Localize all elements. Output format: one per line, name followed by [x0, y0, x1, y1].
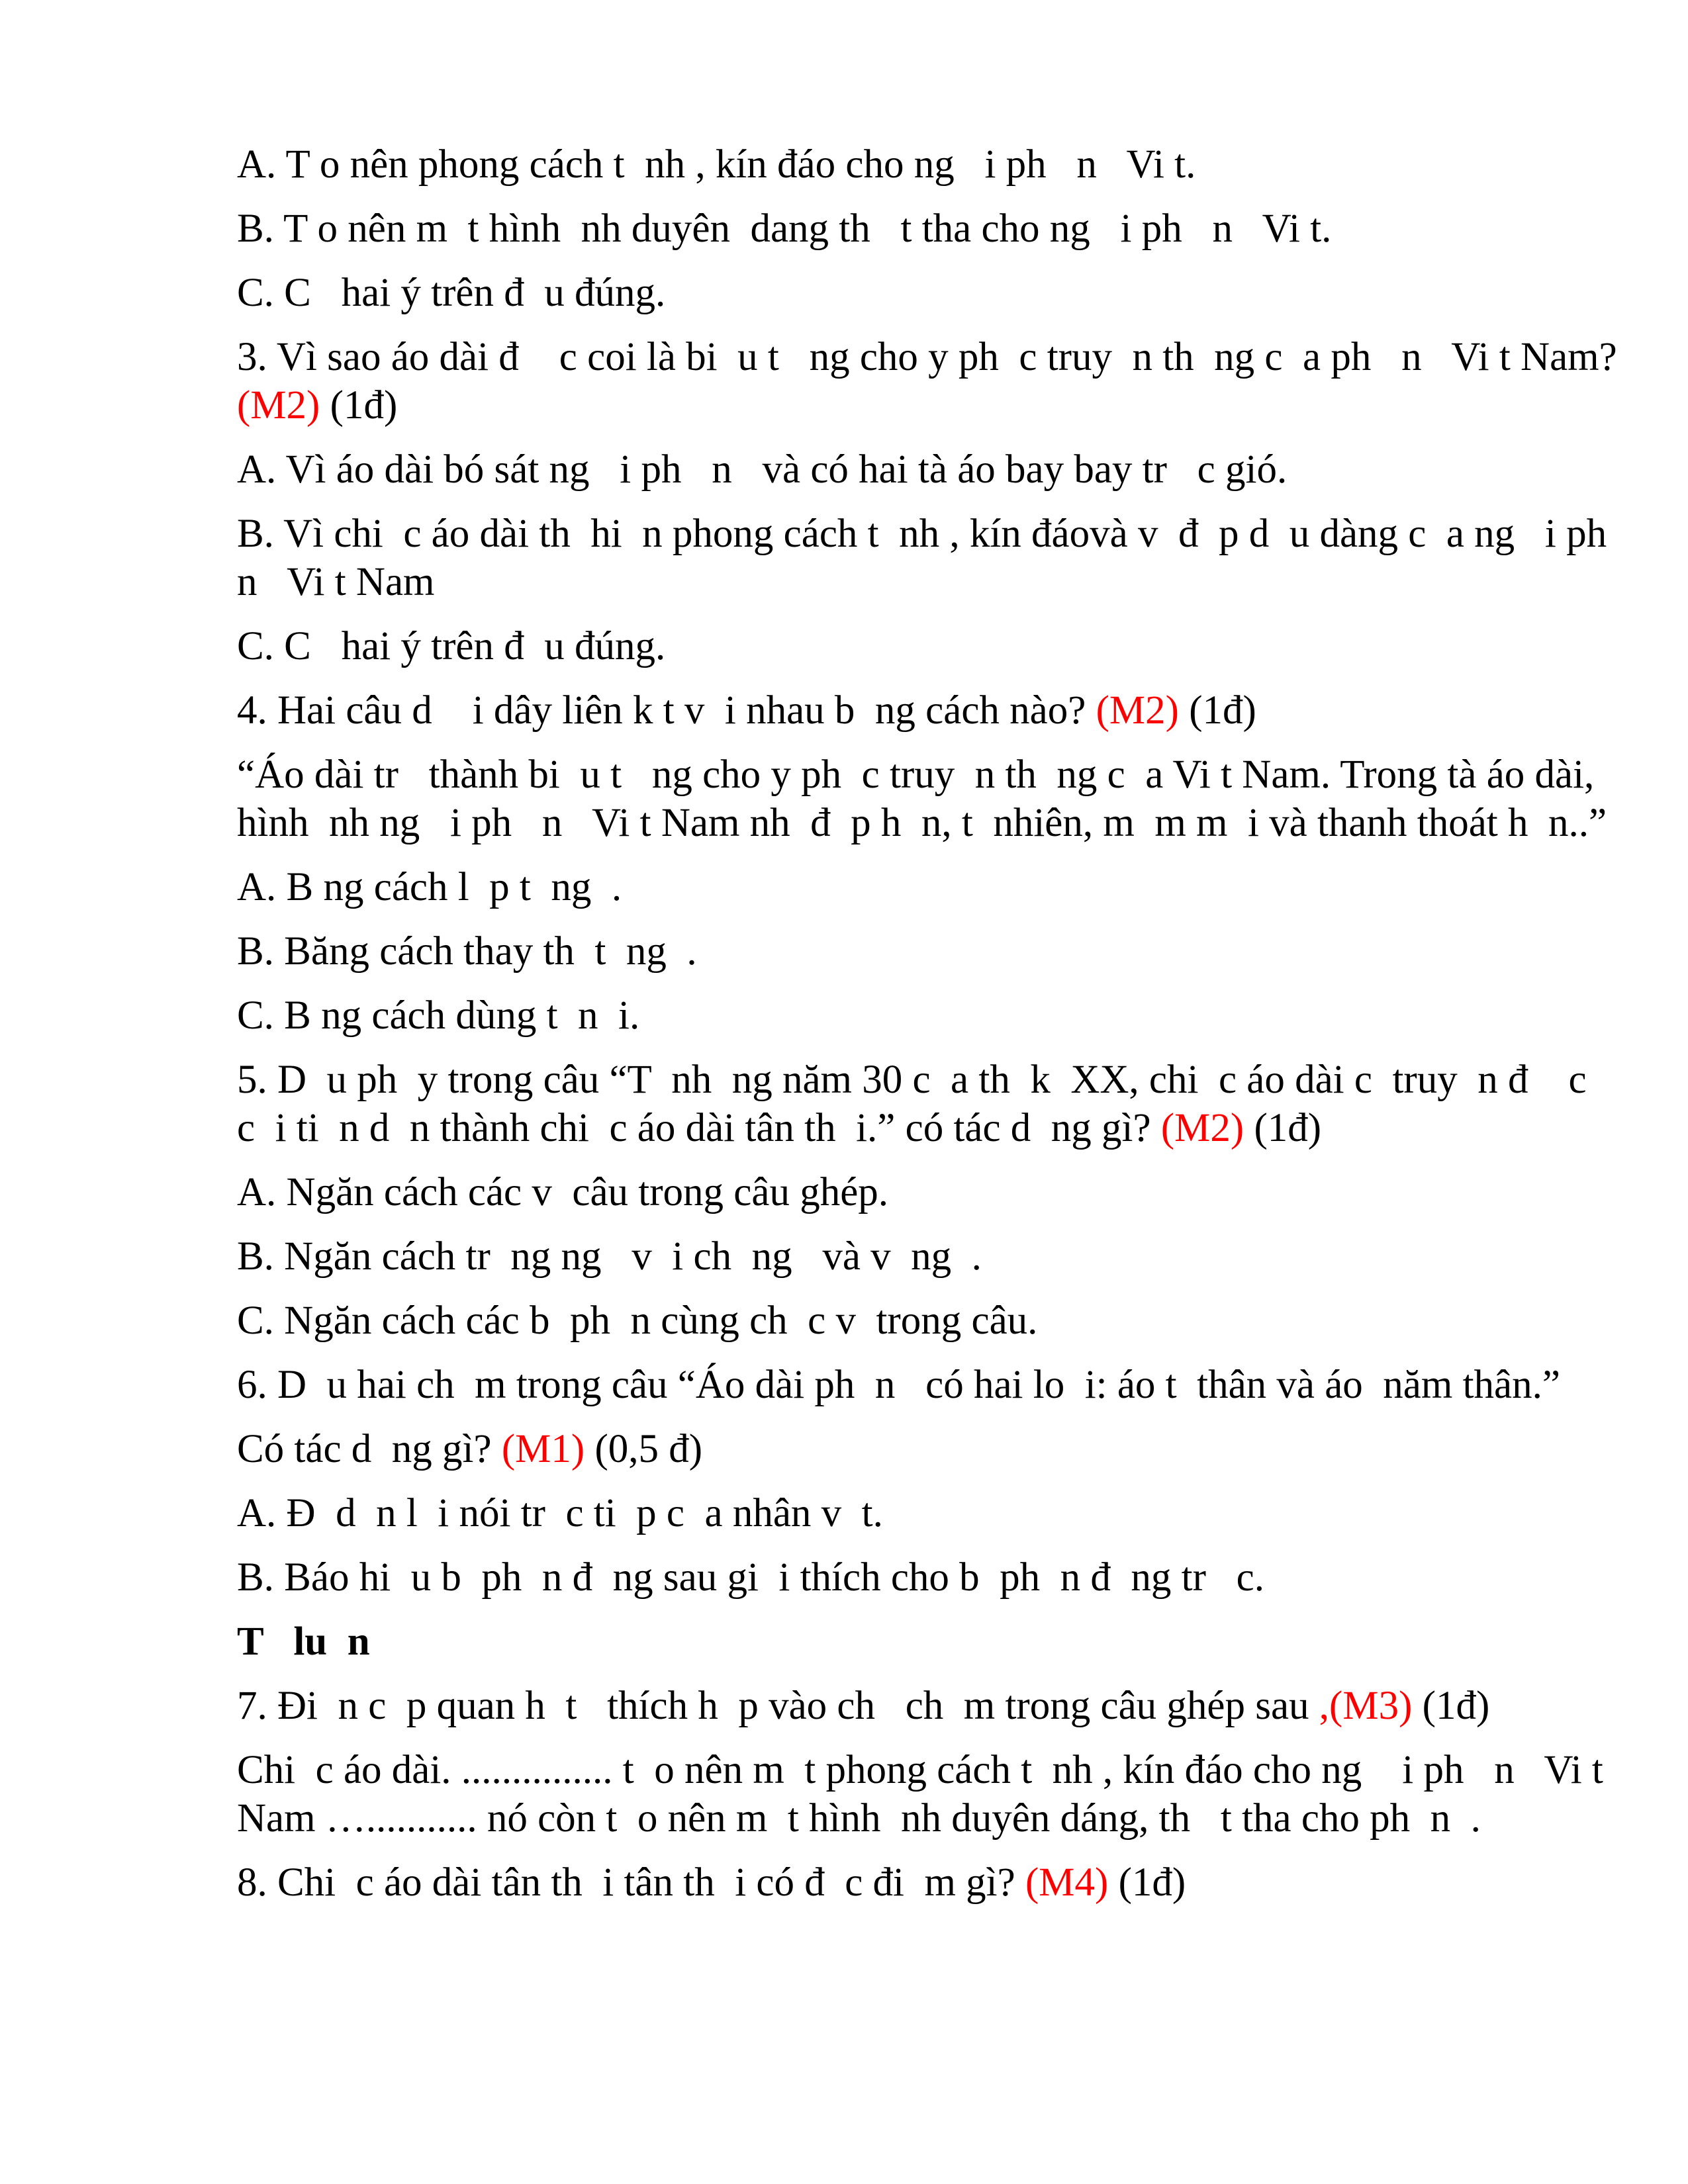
q6-option-a [237, 1489, 1589, 1537]
q3-option-b-line [237, 558, 1589, 606]
text-segment: A. Đ d n l i nói tr c ti p c a nhân v t. [237, 1491, 883, 1535]
q3-option-c-line [237, 622, 1589, 670]
text-segment: (0,5 đ) [585, 1427, 703, 1471]
text-segment: A. T o nên phong cách t nh , kín đáo cho ng i ph n Vi t. [237, 142, 1196, 187]
question-4-line [237, 686, 1589, 735]
level-marker: (M1) [501, 1427, 585, 1471]
q5-option-a [237, 1168, 1589, 1216]
q6-continued-line [237, 1425, 1589, 1473]
text-segment: “Áo dài tr thành bi u t ng cho y ph c truy n th ng c a Vi t Nam. Trong tà áo dài, [237, 752, 1595, 797]
section-heading-tu-luan-line [237, 1617, 1589, 1666]
text-segment: (1đ) [1108, 1860, 1186, 1905]
q4-option-c-line [237, 991, 1589, 1040]
q7-fill-in-sentence-line [237, 1746, 1603, 1794]
q4-quote-line [237, 799, 1607, 847]
q5-option-c-line [237, 1297, 1589, 1345]
question-7-line [237, 1682, 1589, 1730]
q6-option-b-line [237, 1553, 1589, 1602]
text-segment: A. Ngăn cách các v câu trong câu ghép. [237, 1170, 889, 1214]
level-marker: (M2) [1160, 1106, 1244, 1150]
text-segment: Nam …........... nó còn t o nên m t hình nh duyên dáng, th t tha cho ph n . [237, 1796, 1481, 1841]
question-8 [237, 1858, 1589, 1907]
text-segment: B. Vì chi c áo dài th hi n phong cách t nh , kín đáovà v đ p d u dàng c a ng i ph [237, 512, 1607, 556]
q6-option-b [237, 1553, 1589, 1602]
text-segment: C. C hai ý trên đ u đúng. [237, 271, 666, 315]
q4-option-b-line [237, 927, 1589, 976]
text-segment: B. Ngăn cách tr ng ng v i ch ng và v ng . [237, 1234, 982, 1279]
level-marker: (M2) [1096, 688, 1179, 733]
text-segment: 8. Chi c áo dài tân th i tân th i có đ c đi m gì? [237, 1860, 1025, 1905]
q5-option-a-line [237, 1168, 1589, 1216]
text-segment: B. Báo hi u b ph n đ ng sau gi i thích cho b ph n đ ng tr c. [237, 1555, 1264, 1600]
text-segment: Có tác d ng gì? [237, 1427, 502, 1471]
question-5 [237, 1056, 1589, 1152]
text-segment: 3. Vì sao áo dài đ c coi là bi u t ng cho y ph c truy n th ng c a ph n Vi t Nam? [237, 335, 1617, 379]
q3-option-b-line [237, 510, 1607, 558]
text-segment: 7. Đi n c p quan h t thích h p vào ch ch m trong câu ghép sau [237, 1684, 1319, 1728]
text-segment: B. Băng cách thay th t ng . [237, 929, 697, 974]
text-segment: (1đ) [1178, 688, 1256, 733]
q4-quote-line [237, 751, 1595, 799]
q2-option-a [237, 140, 1589, 189]
question-6-line [237, 1361, 1589, 1409]
q4-option-b [237, 927, 1589, 976]
question-6 [237, 1361, 1589, 1409]
q4-quote [237, 751, 1607, 847]
q2-option-c [237, 269, 1589, 317]
text-segment: n Vi t Nam [237, 560, 435, 604]
text-segment: 6. D u hai ch m trong câu “Áo dài ph n có hai lo i: áo t thân và áo năm thân.” [237, 1363, 1560, 1407]
q3-option-a [237, 445, 1589, 494]
text-segment: C. B ng cách dùng t n i. [237, 993, 640, 1038]
level-marker: (M4) [1025, 1860, 1109, 1905]
text-segment: (1đ) [1412, 1684, 1490, 1728]
q2-option-b [237, 205, 1589, 253]
q6-continued [237, 1425, 1589, 1473]
question-3 [237, 333, 1617, 430]
q5-option-b-line [237, 1232, 1589, 1281]
text-segment: (1đ) [1244, 1106, 1322, 1150]
q3-option-b [237, 510, 1607, 606]
question-8-line [237, 1858, 1589, 1907]
q2-option-a-line [237, 140, 1589, 189]
question-5-line [237, 1104, 1589, 1152]
q5-option-b [237, 1232, 1589, 1281]
text-segment: B. T o nên m t hình nh duyên dang th t tha cho ng i ph n Vi t. [237, 206, 1332, 251]
q7-fill-in-sentence [237, 1746, 1603, 1843]
q4-option-a-line [237, 863, 1589, 911]
q6-option-a-line [237, 1489, 1589, 1537]
text-segment: hình nh ng i ph n Vi t Nam nh đ p h n, t nhiên, m m m i và thanh thoát h n..” [237, 801, 1607, 845]
q4-option-a [237, 863, 1589, 911]
text-segment: A. B ng cách l p t ng . [237, 865, 622, 909]
level-marker: (M2) [237, 383, 320, 428]
q4-option-c [237, 991, 1589, 1040]
q2-option-b-line [237, 205, 1589, 253]
q7-fill-in-sentence-line [237, 1794, 1589, 1843]
q3-option-a-line [237, 445, 1589, 494]
text-segment: 4. Hai câu d i dây liên k t v i nhau b ng cách nào? [237, 688, 1096, 733]
text-segment: A. Vì áo dài bó sát ng i ph n và có hai tà áo bay bay tr c gió. [237, 447, 1288, 492]
text-segment: 5. D u ph y trong câu “T nh ng năm 30 c a th k XX, chi c áo dài c truy n đ c [237, 1058, 1587, 1102]
question-3-line [237, 333, 1617, 381]
level-marker: ,(M3) [1319, 1684, 1413, 1728]
q5-option-c [237, 1297, 1589, 1345]
document-body [237, 140, 1617, 1907]
question-7 [237, 1682, 1589, 1730]
text-segment: c i ti n d n thành chi c áo dài tân th i.” có tác d ng gì? [237, 1106, 1161, 1150]
q3-option-c [237, 622, 1589, 670]
question-4 [237, 686, 1589, 735]
text-segment: (1đ) [320, 383, 398, 428]
text-segment: Chi c áo dài. ............... t o nên m t phong cách t nh , kín đáo cho ng i ph n Vi t [237, 1748, 1603, 1792]
section-heading-tu-luan [237, 1617, 1589, 1666]
text-segment: C. Ngăn cách các b ph n cùng ch c v trong câu. [237, 1298, 1038, 1343]
question-3-line [237, 381, 1589, 430]
question-5-line [237, 1056, 1589, 1104]
text-segment: T lu n [237, 1619, 370, 1664]
text-segment: C. C hai ý trên đ u đúng. [237, 624, 666, 668]
q2-option-c-line [237, 269, 1589, 317]
